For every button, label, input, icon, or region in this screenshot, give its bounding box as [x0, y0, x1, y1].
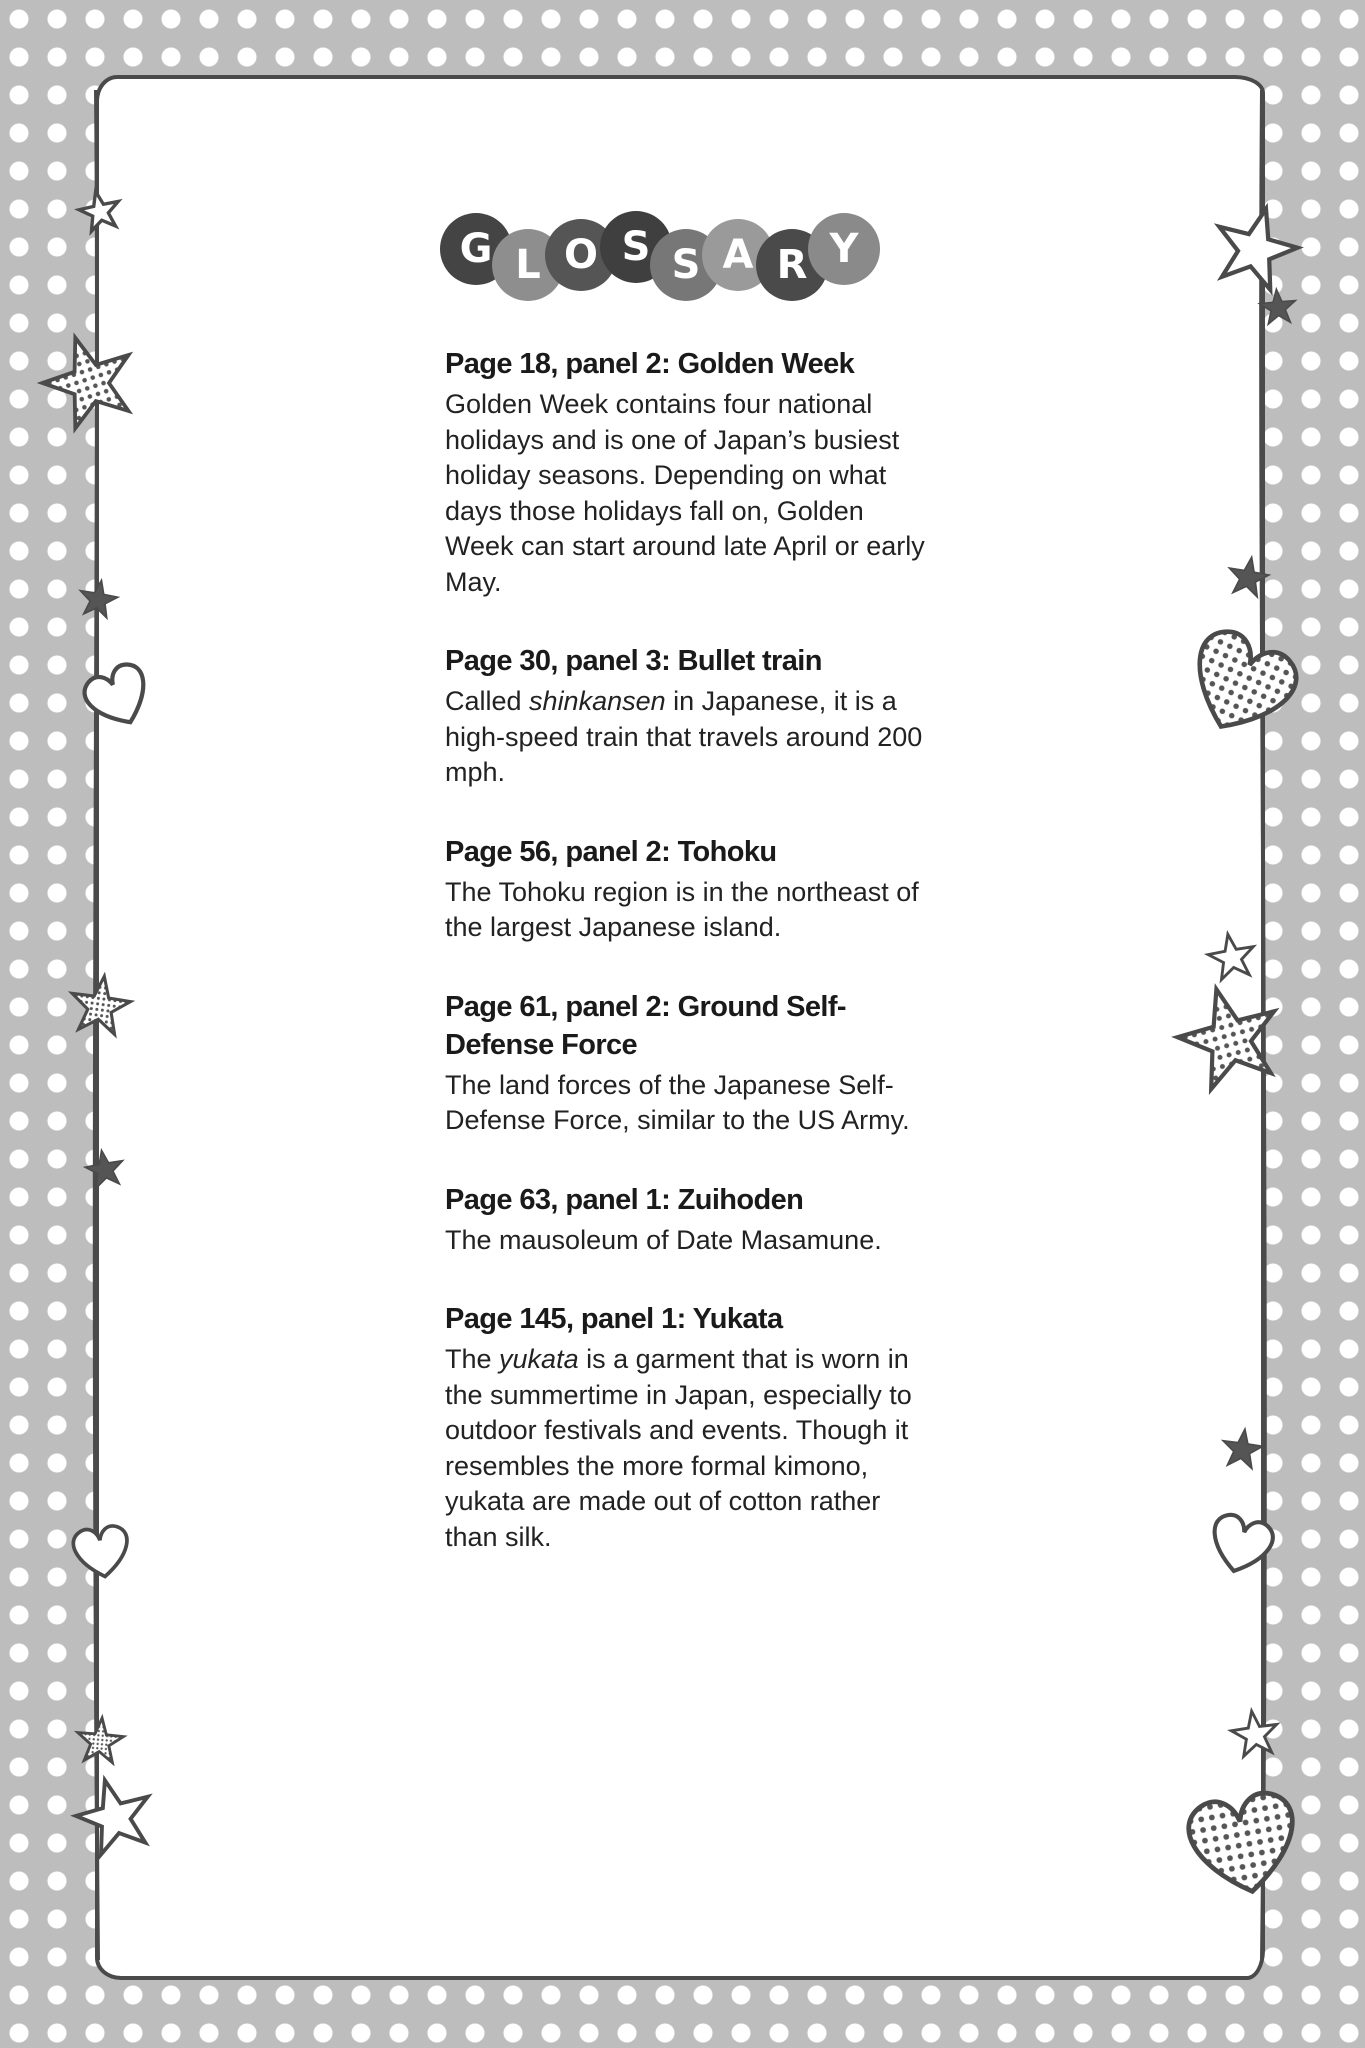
title-letter: Y: [808, 213, 880, 285]
glossary-title: [440, 205, 920, 305]
entry-heading: Page 63, panel 1: Zuihoden: [445, 1183, 804, 1216]
glossary-entry: [445, 345, 935, 600]
entry-heading: Page 18, panel 2: Golden Week: [445, 348, 855, 380]
entry-heading: Page 145, panel 1: Yukata: [445, 1303, 783, 1335]
title-letter: O: [545, 219, 617, 291]
title-letter: G: [440, 213, 512, 285]
glossary-entry: [445, 1181, 935, 1259]
entry-body: The land forces of the Japanese Self-Defense Force, similar to the US Army.: [445, 1069, 910, 1135]
entry-heading: Page 30, panel 3: Bullet train: [445, 645, 822, 677]
title-letter: S: [600, 211, 672, 283]
title-letter: R: [756, 229, 828, 301]
title-letter: L: [492, 229, 564, 301]
title-letter: S: [650, 229, 722, 301]
glossary-entry: [445, 988, 935, 1139]
entry-body: The yukata is a garment that is worn in the summertime in Japan, especially to outdoor festivals and events. Though it resembles the more formal kimono, yukata are made out of cotton rather than silk.: [445, 1344, 912, 1552]
entry-body: The Tohoku region is in the northeast of the largest Japanese island.: [445, 876, 919, 942]
glossary-entry: [445, 833, 935, 946]
glossary-entry: [445, 642, 935, 791]
title-letter: A: [702, 219, 774, 291]
entry-heading: Page 56, panel 2: Tohoku: [445, 835, 777, 868]
glossary-entry: [445, 1300, 935, 1555]
glossary-entries: [445, 345, 935, 1597]
entry-body: Golden Week contains four national holidays and is one of Japan’s busiest holiday seasons. Depending on what days those holidays fall on, Golden Week can start around late April or early May.: [445, 389, 925, 597]
entry-body: Called shinkansen in Japanese, it is a high-speed train that travels around 200 mph.: [445, 686, 923, 787]
entry-body: The mausoleum of Date Masamune.: [445, 1224, 882, 1255]
entry-heading: Page 61, panel 2: Ground Self-Defense Force: [445, 990, 846, 1061]
